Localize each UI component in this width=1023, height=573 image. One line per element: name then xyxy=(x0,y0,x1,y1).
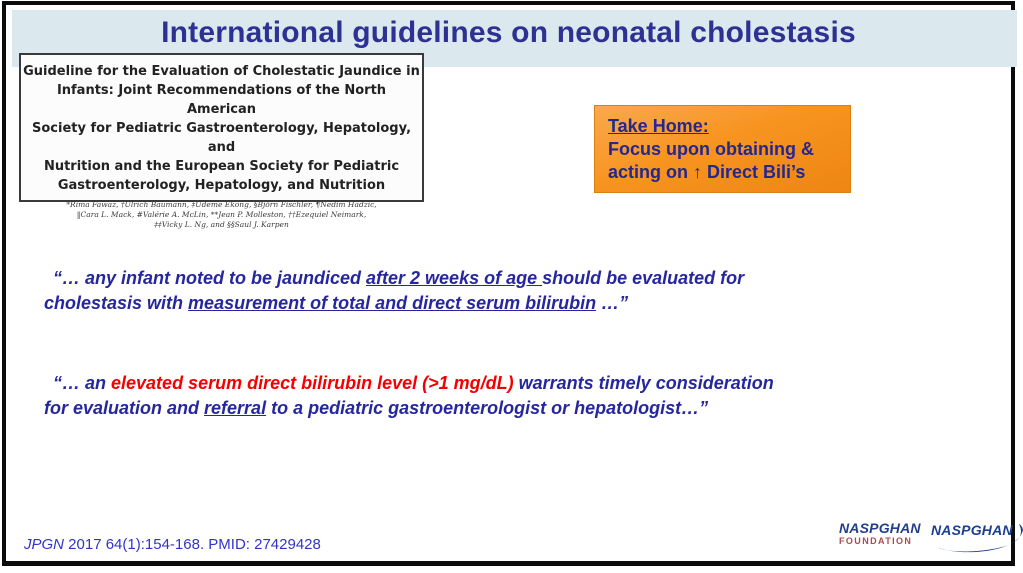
paper-title-line: Society for Pediatric Gastroenterology, Hepatology, and xyxy=(31,121,412,155)
quote-underlined-text: referral xyxy=(204,398,267,418)
quote-text: “… any infant noted to be jaundiced xyxy=(53,268,367,288)
quote-text: cholestasis with xyxy=(44,293,189,313)
citation-journal: JPGN xyxy=(24,536,65,553)
quote-text: “… an xyxy=(53,373,112,393)
paper-title-line: Guideline for the Evaluation of Cholestatic Jaundice in xyxy=(23,64,420,79)
quote-text: should be evaluated for xyxy=(542,268,745,288)
paper-authors xyxy=(21,200,422,230)
naspghan-foundation-logo-name: NASPGHAN xyxy=(839,520,921,536)
paper-author-line: ‖Cara L. Mack, #Valérie A. McLin, **Jean P. Molleston, ††Ezequiel Neimark, xyxy=(76,210,367,219)
naspghan-foundation-logo xyxy=(839,521,934,546)
take-home-callout xyxy=(594,105,851,193)
quote-underlined-text: after 2 weeks of age xyxy=(366,268,543,288)
paper-title-line: Nutrition and the European Society for Pediatric xyxy=(43,159,400,174)
quote-line xyxy=(44,396,774,421)
quote-text: for evaluation and xyxy=(44,398,205,418)
quote-evaluation xyxy=(44,266,744,316)
paper-author-line: ‡‡Vicky L. Ng, and §§Saul J. Karpen xyxy=(154,220,289,229)
quote-line xyxy=(44,291,744,316)
quote-underlined-text: measurement of total and direct serum bilirubin xyxy=(188,293,597,313)
take-home-heading: Take Home: xyxy=(608,116,709,136)
quote-line xyxy=(44,266,744,291)
paper-title-line: Infants: Joint Recommendations of the North American xyxy=(56,83,387,117)
quote-text: …” xyxy=(596,293,629,313)
paper-author-line: *Rima Fawaz, †Ulrich Baumann, ‡Udeme Ekong, §Björn Fischler, ¶Nedim Hadzic, xyxy=(66,200,377,209)
slide-title: International guidelines on neonatal cholestasis xyxy=(161,16,856,49)
quote-red-text: elevated serum direct bilirubin level (>1 mg/dL) xyxy=(111,373,514,393)
naspghan-foundation-logo-sub: FOUNDATION xyxy=(839,536,913,546)
take-home-line: Focus upon obtaining & xyxy=(608,139,814,159)
slide-frame xyxy=(2,1,1015,566)
quote-referral xyxy=(44,371,774,421)
take-home-line: acting on ↑ Direct Bili’s xyxy=(608,162,806,182)
naspghan-logo-name: NASPGHAN xyxy=(931,522,1013,538)
quote-text: to a pediatric gastroenterologist or hepatologist…” xyxy=(266,398,709,418)
quote-text: warrants timely consideration xyxy=(513,373,774,393)
quote-line xyxy=(44,371,774,396)
citation-rest: 2017 64(1):154-168. PMID: 27429428 xyxy=(64,536,321,553)
naspghan-logo xyxy=(931,520,1023,560)
citation xyxy=(24,536,321,553)
paper-title-line: Gastroenterology, Hepatology, and Nutrition xyxy=(57,178,386,193)
journal-article-snapshot xyxy=(19,53,424,229)
